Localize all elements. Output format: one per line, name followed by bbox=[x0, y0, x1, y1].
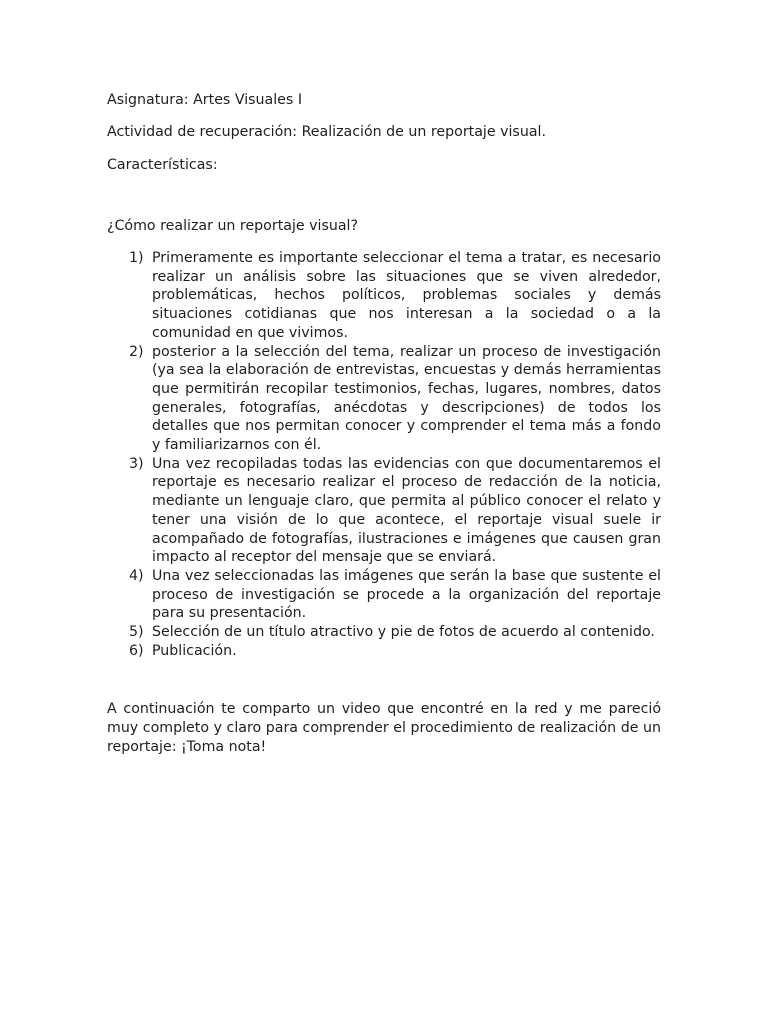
closing-paragraph: A continuación te comparto un video que encontré en la red y me pareció muy completo y claro para comprender el procedimiento de realización de un reportaje: ¡Toma nota! bbox=[107, 701, 661, 755]
list-number: 5) bbox=[129, 624, 144, 641]
list-text: Una vez recopiladas todas las evidencias con que documentaremos el reportaje es necesario realizar el proceso de redacción de la noticia, mediante un lenguaje claro, que permita al público conocer el relato y tener una visión de lo que acontece, el reportaje visual suele ir acompañado de fotografías, ilustraciones e imágenes que causen gran impacto al receptor del mensaje que se enviará. bbox=[152, 455, 661, 566]
list-text: Publicación. bbox=[152, 642, 237, 659]
list-item bbox=[107, 567, 661, 623]
steps-list bbox=[107, 249, 661, 660]
list-item bbox=[107, 343, 661, 455]
question-heading: ¿Cómo realizar un reportaje visual? bbox=[107, 218, 359, 234]
list-text: Primeramente es importante seleccionar el tema a tratar, es necesario realizar un análisis sobre las situaciones que se viven alrededor, problemáticas, hechos políticos, problemas sociales y demás situaciones cotidianas que nos interesan a la sociedad o a la comunidad en que vivimos. bbox=[152, 250, 661, 341]
list-item bbox=[107, 249, 661, 343]
list-item bbox=[107, 642, 661, 661]
list-text: Selección de un título atractivo y pie de fotos de acuerdo al contenido. bbox=[152, 624, 655, 641]
list-text: Una vez seleccionadas las imágenes que serán la base que sustente el proceso de investigación se procede a la organización del reportaje para su presentación. bbox=[152, 567, 661, 622]
list-text: posterior a la selección del tema, realizar un proceso de investigación (ya sea la elaboración de entrevistas, encuestas y demás herramientas que permitirán recopilar testimonios, fechas, lugares, nombres, datos generales, fotografías, anécdotas y descripciones) de todos los detalles que nos permitan conocer y comprender el tema más a fondo y familiarizarnos con él. bbox=[152, 343, 661, 454]
list-number: 4) bbox=[129, 567, 144, 584]
list-item bbox=[107, 455, 661, 567]
list-number: 2) bbox=[129, 343, 144, 360]
subject-line: Asignatura: Artes Visuales I bbox=[107, 92, 303, 108]
list-number: 1) bbox=[129, 250, 144, 266]
activity-line: Actividad de recuperación: Realización de un reportaje visual. bbox=[107, 124, 546, 140]
features-heading: Características: bbox=[107, 157, 218, 173]
list-number: 6) bbox=[129, 642, 144, 659]
list-number: 3) bbox=[129, 455, 144, 472]
list-item bbox=[107, 623, 661, 642]
